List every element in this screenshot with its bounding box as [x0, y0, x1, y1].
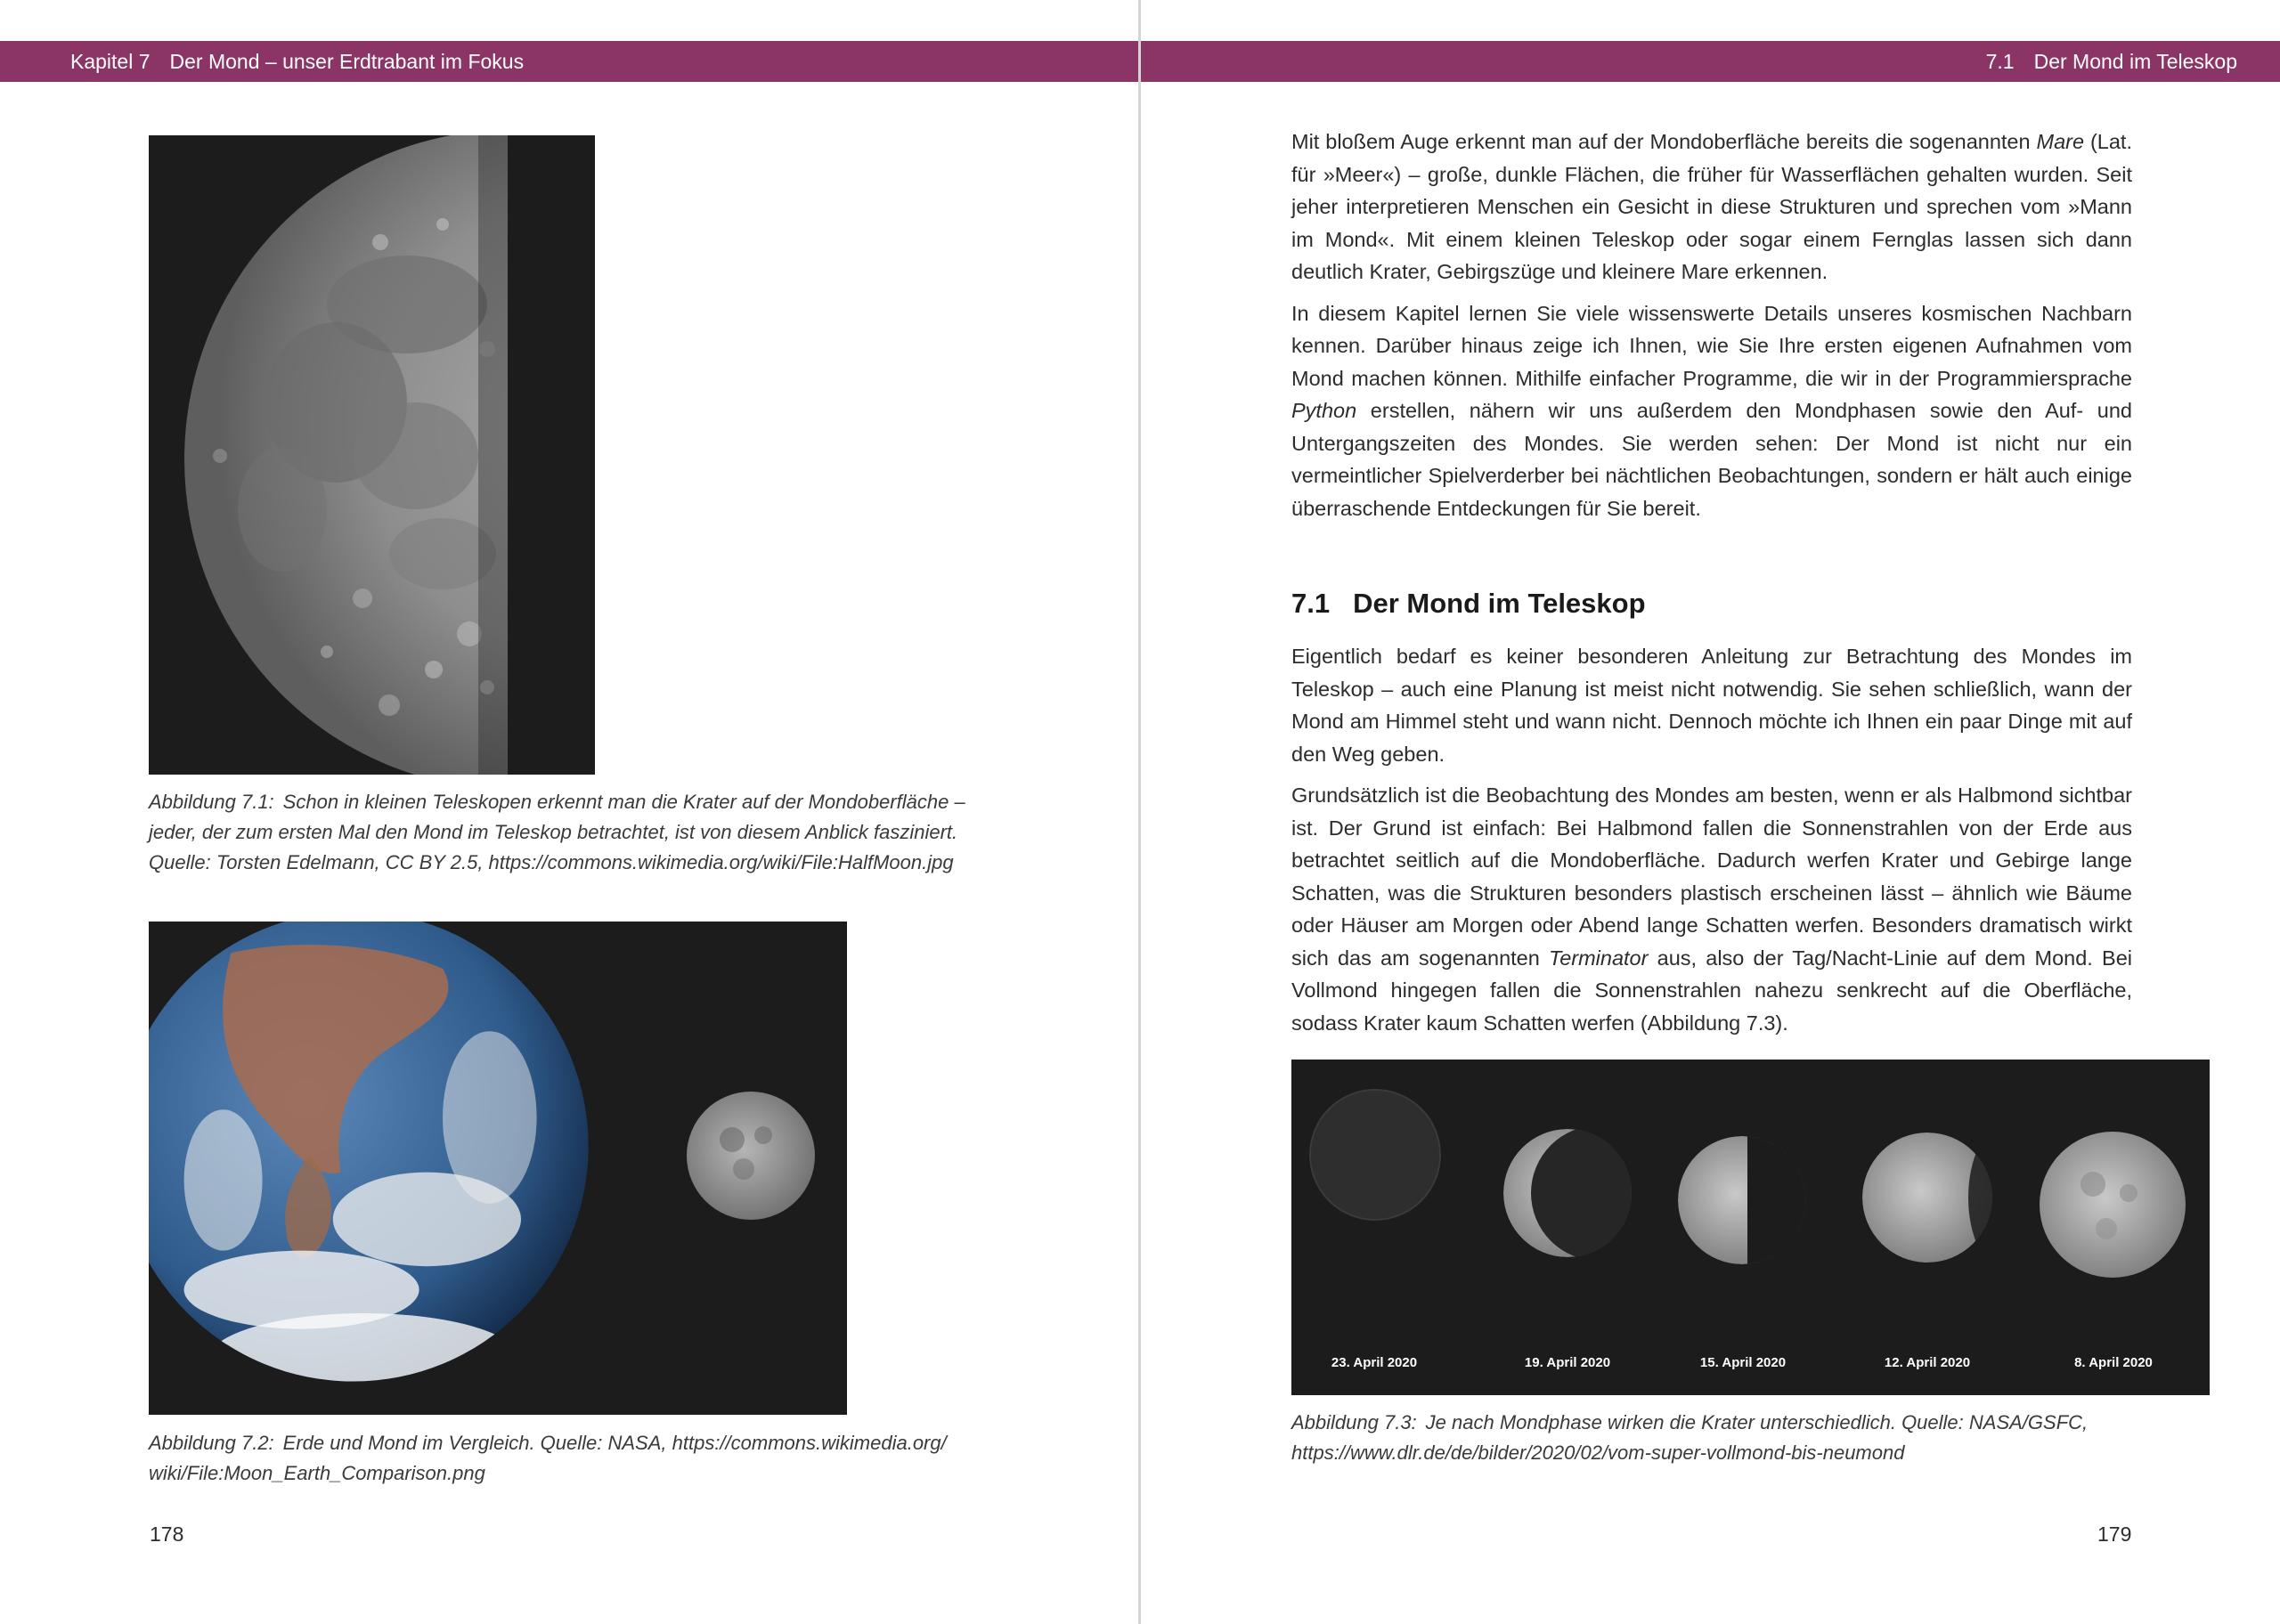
header-section-title: Der Mond im Teleskop	[2033, 50, 2237, 73]
half-moon-figure	[149, 135, 595, 775]
section-heading	[1291, 588, 1646, 620]
section-paragraph-1: Eigentlich bedarf es keiner besonderen Anleitung zur Betrachtung des Mondes im Teleskop – auch eine Planung ist meist nicht notwendig. Sie sehen schließlich, wann der Mond am Himmel steht und wann nicht. Dennoch möchte ich Ihnen ein paar Dinge mit auf den Weg geben.	[1291, 645, 2132, 766]
right-page	[1141, 0, 2280, 1624]
intro-paragraph-1: Mit bloßem Auge erkennt man auf der Mondoberfläche bereits die sogenannten Mare (Lat. für »Meer«) – große, dunkle Flächen, die früher für Wasserflächen gehalten wurden. Seit jeher interpretieren Menschen ein Gesicht in diese Strukturen und sprechen vom »Mann im Mond«. Mit einem kleinen Teleskop oder sogar einem Fernglas lassen sich dann deutlich Krater, Gebirgszüge und kleinere Mare erkennen.	[1291, 130, 2132, 283]
section-text	[1291, 640, 2132, 1048]
half-moon-image	[149, 135, 595, 775]
moon-phase-label-4: 12. April 2020	[1884, 1355, 1971, 1370]
figure-7-2-caption: Abbildung 7.2: Erde und Mond im Vergleich. Quelle: NASA, https://commons.wikimedia.org/ wiki/File:Moon_Earth_Comparison.png	[149, 1432, 947, 1484]
left-running-header	[0, 41, 1138, 82]
moon-phase-5-icon	[2040, 1132, 2186, 1278]
section-title: Der Mond im Teleskop	[1353, 588, 1646, 619]
intro-text	[1291, 126, 2132, 533]
header-section-number: 7.1	[1985, 50, 2015, 73]
left-page-number: 178	[150, 1522, 184, 1546]
right-running-header	[1141, 41, 2280, 82]
figure-7-1-caption: Abbildung 7.1: Schon in kleinen Teleskopen erkennt man die Krater auf der Mondoberfläche – jeder, der zum ersten Mal den Mond im Teleskop betrachtet, ist von diesem Anblick fasziniert. Quelle: Torsten Edelmann, CC BY 2.5, https://commons.wikimedia.org/wiki/File:HalfMoon.jpg	[149, 791, 965, 873]
intro-paragraph-2: In diesem Kapitel lernen Sie viele wissenswerte Details unseres kosmischen Nachbarn kennen. Darüber hinaus zeige ich Ihnen, wie Sie Ihre ersten eigenen Aufnahmen vom Mond machen können. Mithilfe einfacher Programme, die wir in der Programmiersprache Python erstellen, nähern wir uns außerdem den Mondphasen sowie den Auf- und Untergangszeiten des Mondes. Sie werden sehen: Der Mond ist nicht nur ein vermeintlicher Spielverderber bei nächtlichen Beobachtungen, sondern er hält auch einige überraschende Entdeckungen für Sie bereit.	[1291, 301, 2132, 520]
moon-phase-label-3: 15. April 2020	[1699, 1355, 1787, 1370]
figure-7-1-label: Abbildung 7.1:	[149, 791, 274, 813]
moon-phase-label-1: 23. April 2020	[1331, 1355, 1418, 1370]
section-number: 7.1	[1291, 588, 1331, 619]
chapter-title: Der Mond – unser Erdtrabant im Fokus	[169, 50, 525, 73]
earth-moon-image	[149, 922, 847, 1415]
moon-phase-label-5: 8. April 2020	[2074, 1355, 2153, 1370]
right-page-number: 179	[2097, 1522, 2132, 1546]
chapter-label: Kapitel 7	[70, 50, 151, 73]
figure-7-2-label: Abbildung 7.2:	[149, 1432, 274, 1454]
moon-phases-image	[1291, 1060, 2210, 1395]
figure-7-3-label: Abbildung 7.3:	[1291, 1411, 1417, 1433]
figure-7-3-caption: Abbildung 7.3: Je nach Mondphase wirken die Krater unterschiedlich. Quelle: NASA/GSFC, https://www.dlr.de/de/bilder/2020/02/vom-super-vollmond-bis-neumond	[1291, 1411, 2089, 1464]
moon-phases-figure	[1291, 1060, 2210, 1395]
moon-phase-label-2: 19. April 2020	[1524, 1355, 1611, 1370]
earth-moon-figure	[149, 922, 847, 1415]
left-page	[0, 0, 1138, 1624]
section-paragraph-2: Grundsätzlich ist die Beobachtung des Mondes am besten, wenn er als Halbmond sichtbar ist. Der Grund ist einfach: Bei Halbmond fallen die Sonnenstrahlen von der Erde aus betrachtet seitlich auf die Mondoberfläche. Dadurch werfen Krater und Gebirge lange Schatten, was die Strukturen besonders plastisch erscheinen lässt – ähnlich wie Bäume oder Häuser am Morgen oder Abend lange Schatten werfen. Besonders dramatisch wirkt sich das am sogenannten Terminator aus, also der Tag/Nacht-Linie auf dem Mond. Bei Vollmond hingegen fallen die Sonnenstrahlen nahezu senkrecht auf die Oberfläche, sodass Krater kaum Schatten werfen (Abbildung 7.3).	[1291, 784, 2132, 1035]
